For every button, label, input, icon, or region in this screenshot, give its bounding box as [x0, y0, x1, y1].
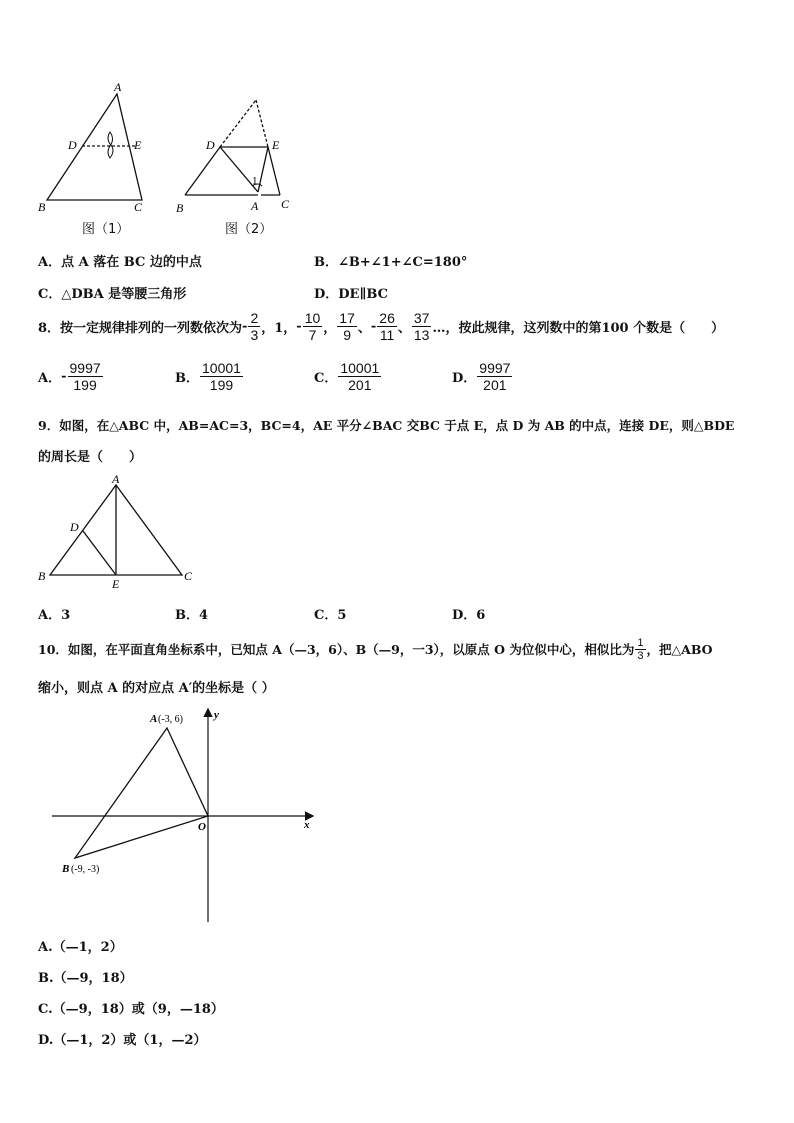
q8-option-c-label: C． [314, 370, 338, 386]
point-b-coord: (-9, -3) [71, 864, 100, 875]
q7-figure-1-caption: 图（1） [82, 222, 130, 237]
q9-stem-line1: 9．如图，在△ABC 中，AB=AC=3，BC=4，AE 平分∠BAC 交BC 于点 E，点 D 为 AB 的中点，连接 DE，则△BDE [38, 418, 735, 433]
q7-fig2-label-d: D [206, 138, 215, 152]
q9-label-b: B [38, 569, 46, 583]
q8-stem [38, 308, 724, 344]
q9-option-a[interactable]: A．3 [38, 608, 71, 623]
q8-seq-sep-1: ，1， [261, 320, 297, 336]
q7-figure-1 [47, 94, 142, 200]
q10-coordinate-graph [40, 700, 330, 930]
q9-stem-line2: 的周长是（ ） [38, 450, 143, 465]
q10-option-c[interactable]: C.（—9，18）或（9，—18） [38, 1002, 224, 1017]
q8-seq-sep-4: 、 [397, 320, 411, 336]
q8-option-a-label: A． [38, 370, 62, 386]
y-axis-label: y [214, 709, 219, 721]
q7-fig2-label-a: A [251, 199, 259, 213]
q8-option-d-fraction: $\frac{9997}{201}$ [479, 359, 511, 393]
q8-seq-term-4: - $\frac{26}{11}$ [370, 309, 395, 343]
q8-option-b-fraction: $\frac{10001}{199}$ [202, 359, 241, 393]
q8-option-d-label: D． [452, 370, 477, 386]
q8-option-b-label: B． [175, 370, 199, 386]
q8-stem-start: 8．按一定规律排列的一列数依次为 [38, 320, 243, 336]
point-a-label: A [150, 713, 158, 725]
q9-label-d: D [70, 520, 79, 534]
q8-option-a-fraction: $\frac{9997}{199}$ [69, 359, 101, 393]
q8-seq-sep-3: 、 [357, 320, 371, 336]
q9-figure [30, 472, 210, 592]
q9-label-c: C [184, 569, 193, 583]
q7-figure-2-caption: 图（2） [225, 222, 273, 237]
q10-stem-line1 [38, 632, 713, 666]
q8-option-d[interactable] [452, 358, 513, 394]
q8-seq-term-5: $\frac{37}{13}$ [413, 309, 430, 343]
q8-option-c[interactable] [314, 358, 382, 394]
q7-option-b-label: B． [314, 255, 338, 270]
q8-seq-sep-2: ， [323, 320, 337, 336]
q8-option-b[interactable] [175, 358, 244, 394]
q7-figure [30, 80, 300, 240]
q7-fig1-label-b: B [38, 200, 46, 214]
q8-option-a-sign: - [61, 368, 67, 384]
q9-label-e: E [112, 577, 120, 591]
q8-seq-term-3: $\frac{17}{9}$ [339, 309, 355, 343]
point-b-label: B [62, 863, 70, 875]
q9-option-c[interactable]: C．5 [314, 608, 347, 623]
q7-option-a-label: A． [38, 255, 62, 270]
q7-option-d-text: DE∥BC [338, 287, 388, 302]
q7-figure-2 [185, 100, 280, 195]
q7-option-d[interactable] [314, 283, 388, 302]
q9-option-b[interactable]: B．4 [175, 608, 209, 623]
q10-option-b[interactable]: B.（—9，18） [38, 971, 133, 986]
q9-option-d[interactable]: D．6 [452, 608, 486, 623]
q10-stem-line1-b: ，把△ABO [646, 642, 713, 657]
q8-option-c-fraction: $\frac{10001}{201}$ [340, 359, 380, 393]
q7-option-a[interactable] [38, 251, 202, 270]
x-axis-label: x [304, 819, 310, 831]
q7-fig1-label-d: D [68, 138, 77, 152]
q8-seq-term-2: - $\frac{10}{7}$ [296, 309, 321, 343]
q10-stem-line1-a: 10．如图，在平面直角坐标系中，已知点 A（—3，6）、B（—9，一3），以原点 O 为位似中心，相似比为 [38, 642, 635, 657]
q7-option-c-text: △DBA 是等腰三角形 [61, 287, 187, 302]
q7-fig1-label-c: C [134, 200, 143, 214]
q7-option-b[interactable] [314, 251, 467, 270]
q8-seq-term-1: - $\frac{2}{3}$ [242, 309, 259, 343]
q10-option-d[interactable]: D.（—1，2）或（1，—2） [38, 1033, 207, 1048]
origin-label: O [198, 821, 206, 833]
q8-option-a[interactable] [38, 358, 104, 394]
triangle-abo [75, 728, 208, 858]
q7-option-c-label: C． [38, 287, 62, 302]
q7-option-c[interactable] [38, 283, 186, 302]
q8-stem-end: …，按此规律，这列数中的第100 个数是（ ） [432, 320, 725, 336]
q7-option-b-text: ∠B+∠1+∠C=180° [338, 255, 468, 270]
q7-fig2-label-b: B [176, 201, 184, 215]
q10-ratio: $\frac{1}{3}$ [637, 636, 644, 662]
q7-option-a-text: 点 A 落在 BC 边的中点 [61, 255, 202, 270]
q7-fig2-label-e: E [272, 138, 280, 152]
q7-option-d-label: D． [314, 287, 339, 302]
q7-fig2-label-angle1: 1 [252, 175, 258, 187]
q9-label-a: A [112, 472, 120, 486]
q10-option-a[interactable]: A.（—1，2） [38, 940, 123, 955]
point-a-coord: (-3, 6) [158, 714, 183, 725]
q7-fig2-label-c: C [281, 197, 290, 211]
q7-fig1-label-a: A [114, 80, 122, 94]
q10-stem-line2: 缩小，则点 A 的对应点 A′的坐标是（ ） [38, 681, 275, 696]
q7-fig1-label-e: E [134, 138, 142, 152]
